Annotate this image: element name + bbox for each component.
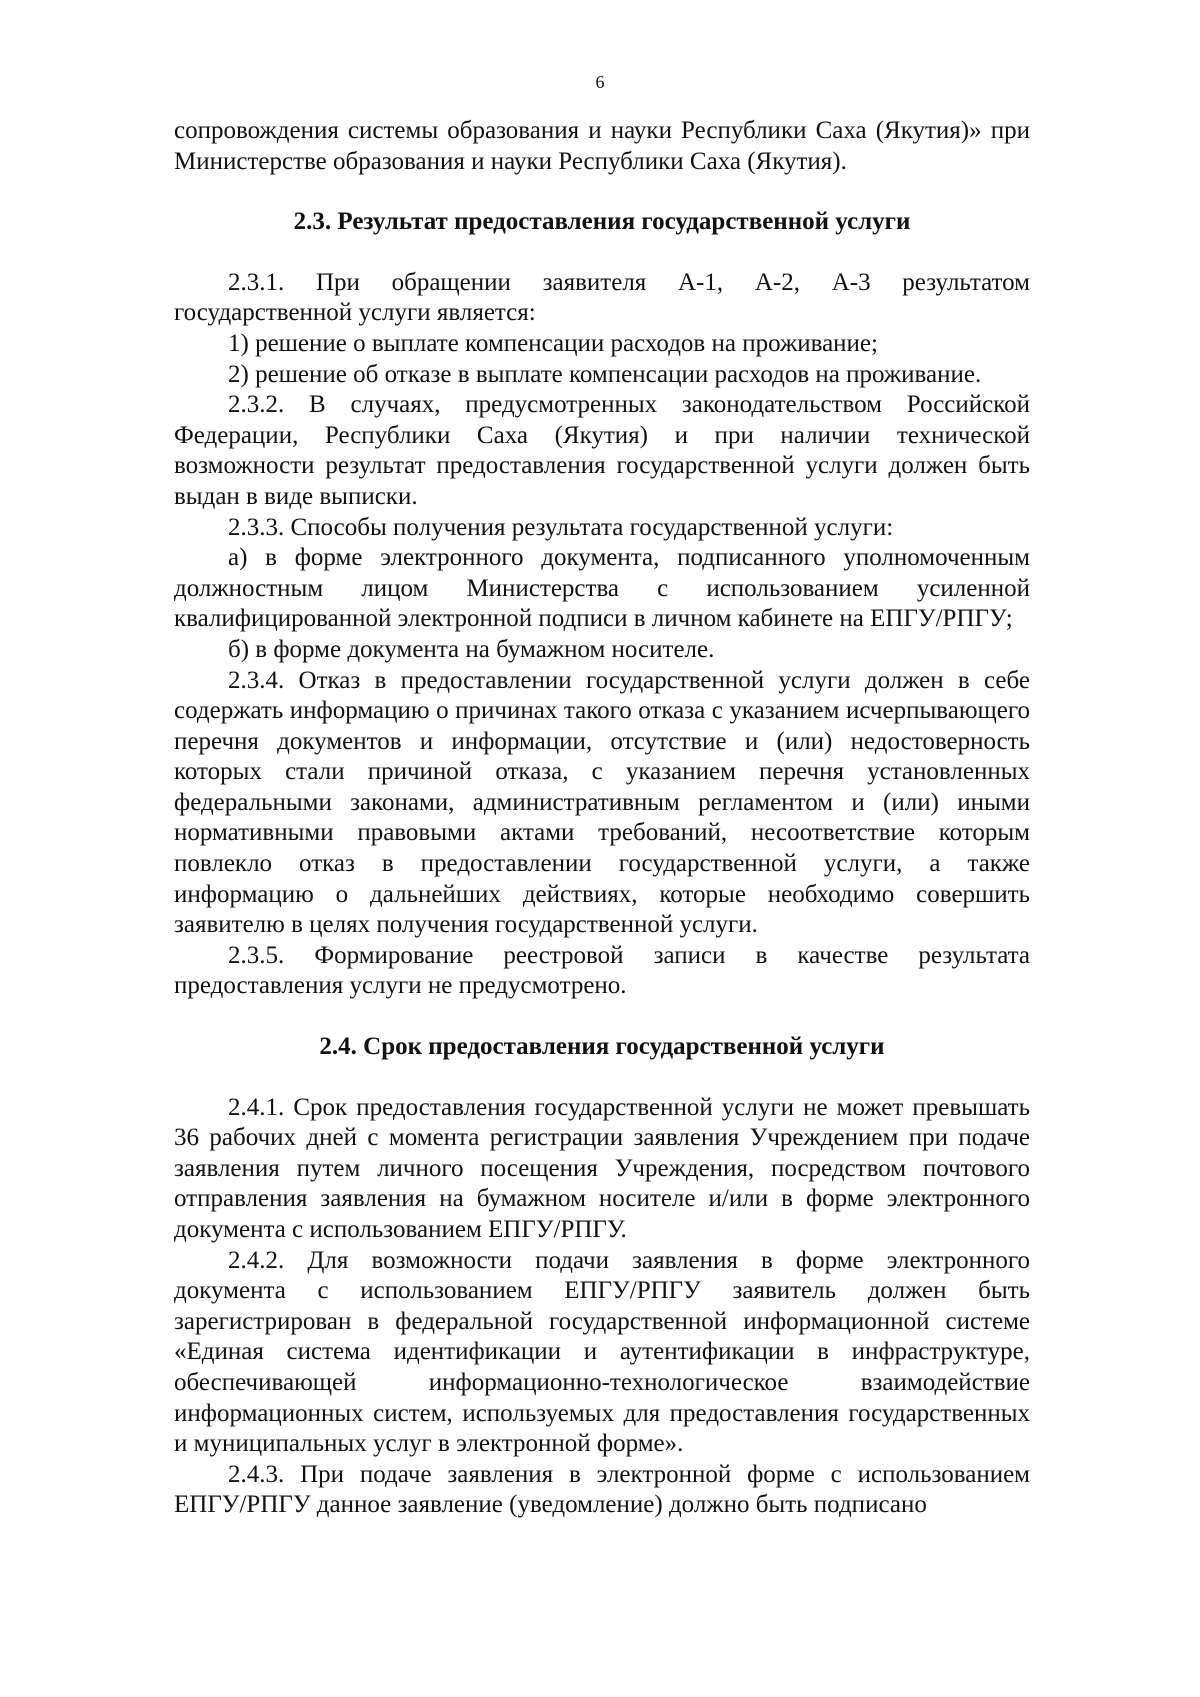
list-item-2: 2) решение об отказе в выплате компенсации расходов на проживание. bbox=[228, 360, 982, 388]
spacer bbox=[174, 1002, 1030, 1032]
paragraph-2-3-2: 2.3.2. В случаях, предусмотренных законодательством Российской Федерации, Республики Саха (Якутия) и при наличии технической возможности результат предоставления государственной услуги должен быть выдан в виде выписки. bbox=[174, 391, 1030, 510]
document-body bbox=[174, 116, 1030, 1521]
paragraph-2-3-5: 2.3.5. Формирование реестровой записи в качестве результата предоставления услуги не предусмотрено. bbox=[174, 941, 1030, 1000]
paragraph-2-4-2: 2.4.2. Для возможности подачи заявления в форме электронного документа с использованием ЕПГУ/РПГУ заявитель должен быть зарегистрирован в федеральной государственной информационной системе «Единая система идентификации и аутентификации в инфраструктуре, обеспечивающей информационно-технологическое взаимодействие информационных систем, используемых для предоставления государственных и муниципальных услуг в электронной форме». bbox=[174, 1246, 1030, 1458]
section-heading-2-3: 2.3. Результат предоставления государственной услуги bbox=[293, 208, 911, 236]
paragraph-2-3-3: 2.3.3. Способы получения результата государственной услуги: bbox=[228, 513, 894, 541]
section-heading-2-4: 2.4. Срок предоставления государственной услуги bbox=[319, 1033, 885, 1061]
spacer bbox=[174, 177, 1030, 207]
page-number: 6 bbox=[595, 72, 605, 92]
list-item-a: а) в форме электронного документа, подписанного уполномоченным должностным лицом Министерства с использованием усиленной квалифицированной электронной подписи в личном кабинете на ЕПГУ/РПГУ; bbox=[174, 544, 1030, 633]
paragraph-2-3-1: 2.3.1. При обращении заявителя А-1, А-2, А-3 результатом государственной услуги является: bbox=[174, 268, 1030, 327]
intro-paragraph: сопровождения системы образования и науки Республики Саха (Якутия)» при Министерстве образования и науки Республики Саха (Якутия). bbox=[174, 117, 1030, 175]
list-item-1: 1) решение о выплате компенсации расходов на проживание; bbox=[228, 329, 878, 357]
spacer bbox=[174, 238, 1030, 268]
paragraph-2-4-3: 2.4.3. При подаче заявления в электронной форме с использованием ЕПГУ/РПГУ данное заявление (уведомление) должно быть подписано bbox=[174, 1460, 1030, 1519]
list-item-b: б) в форме документа на бумажном носителе. bbox=[228, 635, 715, 663]
paragraph-2-4-1: 2.4.1. Срок предоставления государственной услуги не может превышать 36 рабочих дней с момента регистрации заявления Учреждением при подаче заявления путем личного посещения Учреждения, посредством почтового отправления заявления на бумажном носителе и/или в форме электронного документа с использованием ЕПГУ/РПГУ. bbox=[174, 1093, 1030, 1243]
spacer bbox=[174, 1063, 1030, 1093]
paragraph-2-3-4: 2.3.4. Отказ в предоставлении государственной услуги должен в себе содержать информацию о причинах такого отказа с указанием исчерпывающего перечня документов и информации, отсутствие и (или) недостоверность которых стали причиной отказа, с указанием перечня установленных федеральными законами, административным регламентом и (или) иными нормативными правовыми актами требований, несоответствие которым повлекло отказ в предоставлении государственной услуги, а также информацию о дальнейших действиях, которые необходимо совершить заявителю в целях получения государственной услуги. bbox=[174, 666, 1030, 939]
